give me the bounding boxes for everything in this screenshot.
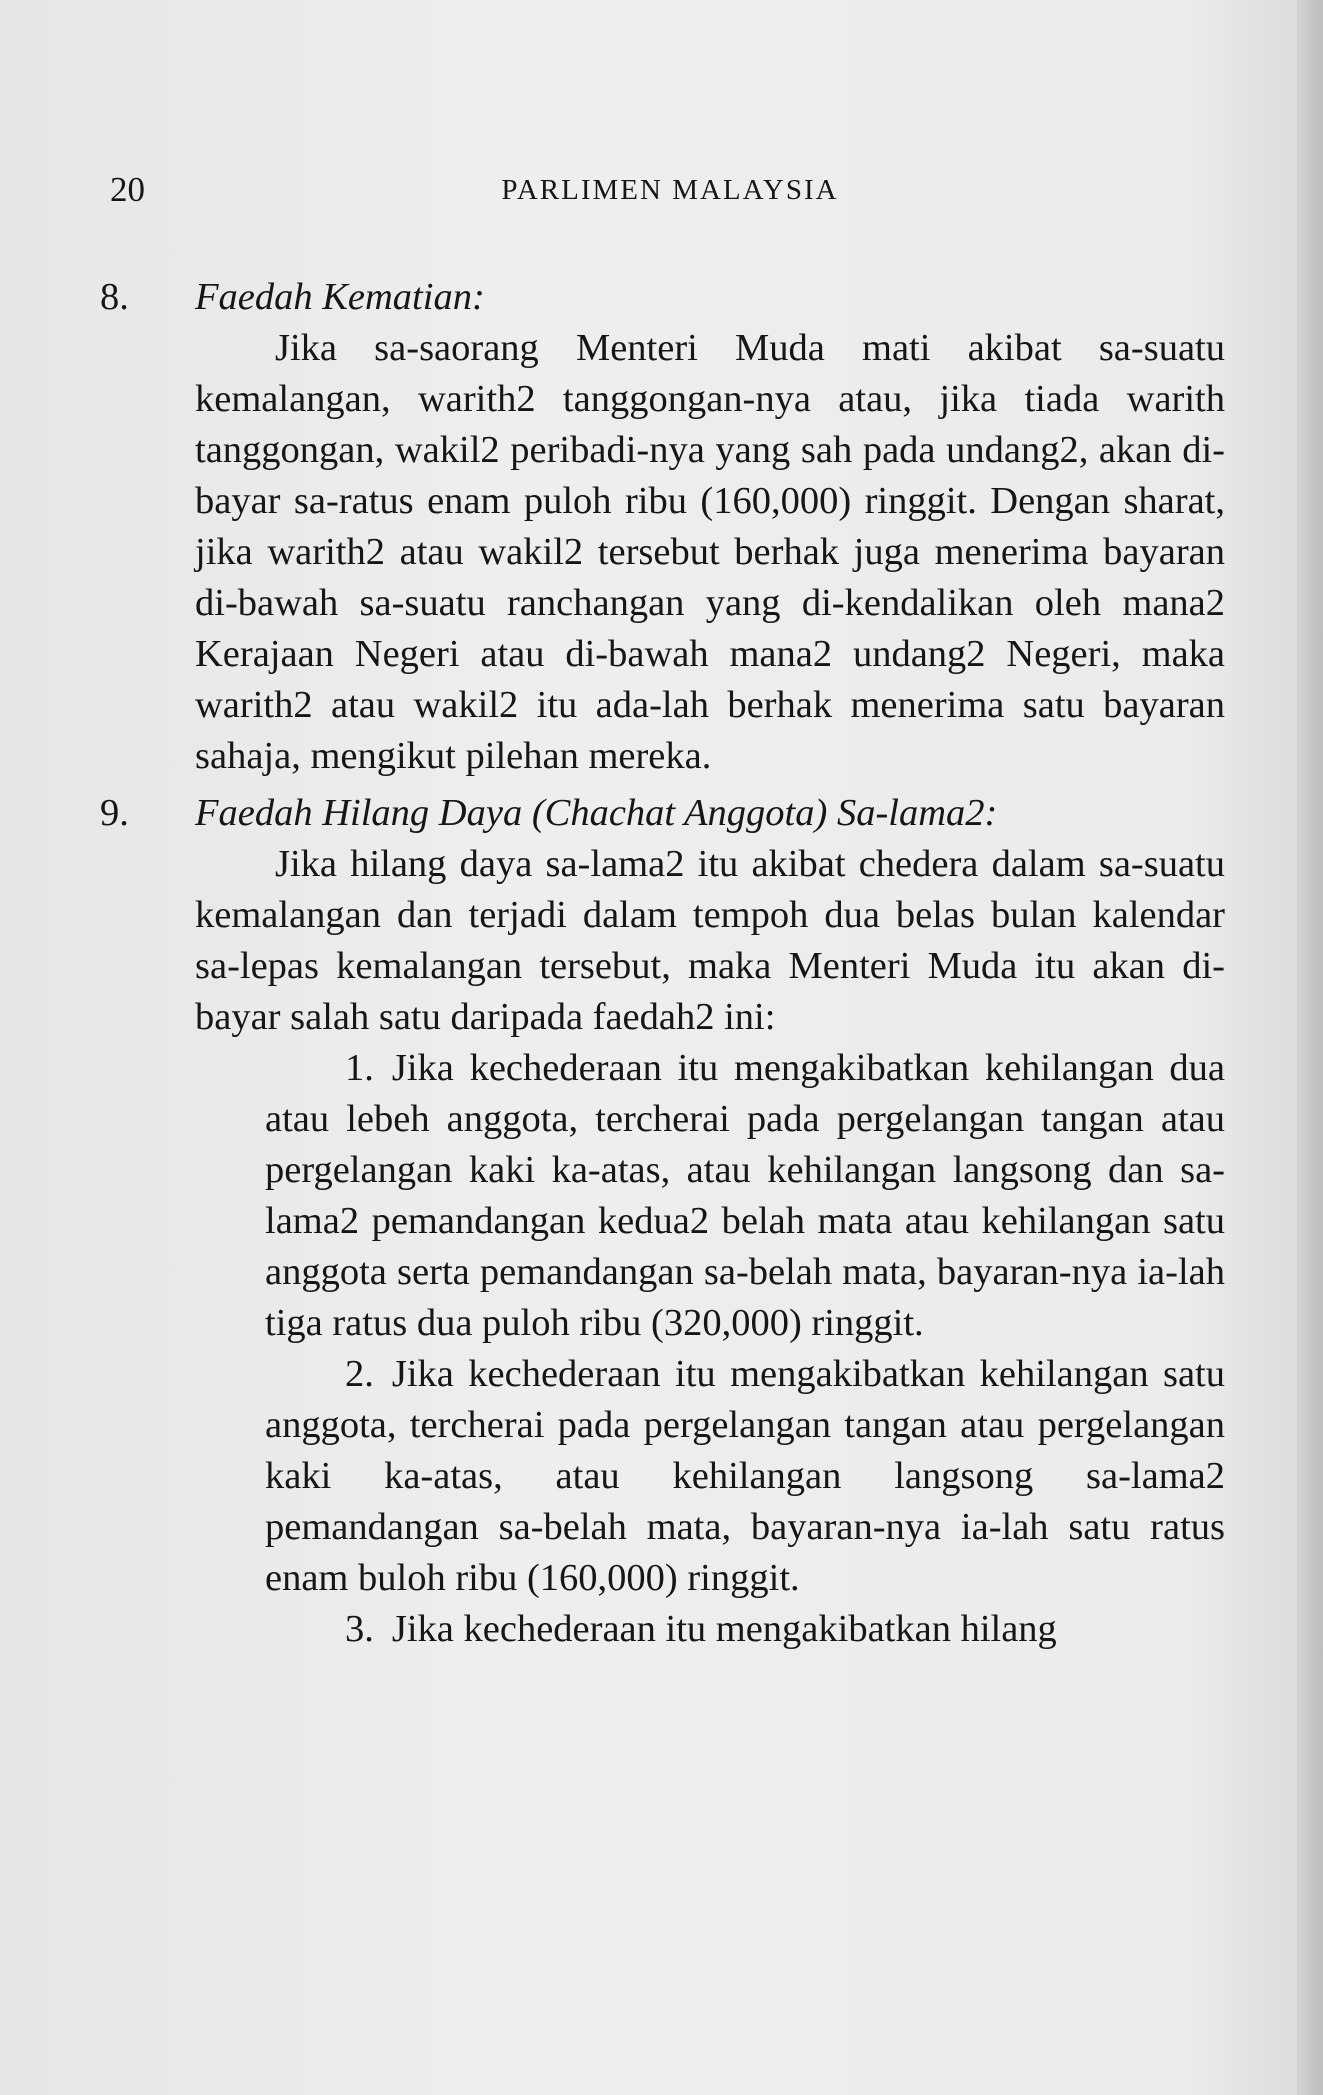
list-item-text: Jika kechederaan itu mengakibatkan kehilangan satu anggota, tercherai pada pergelangan tangan atau pergelangan kaki ka-atas, atau kehilangan langsong sa-lama2 pemandangan sa-belah mata, bayaran-nya ia-lah satu ratus enam buloh ribu (160,000) ringgit. [265,1353,1225,1599]
list-item [265,1349,1225,1604]
page-body [100,272,1225,1655]
list-item-text: Jika kechederaan itu mengakibatkan kehilangan dua atau lebeh anggota, tercherai pada pergelangan tangan atau pergelangan kaki ka-atas, atau kehilangan langsong dan sa-lama2 pemandangan kedua2 belah mata atau kehilangan satu anggota serta pemandangan sa-belah mata, bayaran-nya ia-lah tiga ratus dua puloh ribu (320,000) ringgit. [265,1047,1225,1344]
benefit-list [265,1043,1225,1655]
page-number: 20 [110,170,145,209]
section-9-paragraph: Jika hilang daya sa-lama2 itu akibat chedera dalam sa-suatu kemalangan dan terjadi dalam tempoh dua belas bulan kalendar sa-lepas kemalangan tersebut, maka Menteri Muda itu akan di-bayar salah satu daripada faedah2 ini: [195,843,1225,1038]
list-item [265,1043,1225,1349]
section-8-paragraph: Jika sa-saorang Menteri Muda mati akibat sa-suatu kemalangan, warith2 tanggongan-nya atau, jika tiada warith tanggongan, wakil2 peribadi-nya yang sah pada undang2, akan di-bayar sa-ratus enam puloh ribu (160,000) ringgit. Dengan sharat, jika warith2 atau wakil2 tersebut berhak juga menerima bayaran di-bawah sa-suatu ranchangan yang di-kendalikan oleh mana2 Kerajaan Negeri atau di-bawah mana2 undang2 Negeri, maka warith2 atau wakil2 itu ada-lah berhak menerima satu bayaran sahaja, mengikut pilehan mereka. [195,327,1225,777]
list-item-text: Jika kechederaan itu mengakibatkan hilang [391,1608,1057,1650]
section-8-title [100,272,1225,323]
list-item-number: 3. [345,1608,374,1650]
list-item-number: 1. [345,1047,374,1089]
section-number: 8. [100,276,129,318]
page-header [110,170,1230,220]
list-item [265,1604,1225,1655]
section-heading: Faedah Kematian: [195,276,485,318]
running-head: PARLIMEN MALAYSIA [501,174,839,206]
page-edge-shadow [1297,0,1323,2095]
section-heading: Faedah Hilang Daya (Chachat Anggota) Sa-lama2: [195,792,998,834]
section-number: 9. [100,792,129,834]
section-9-title [100,788,1225,839]
list-item-number: 2. [345,1353,374,1395]
